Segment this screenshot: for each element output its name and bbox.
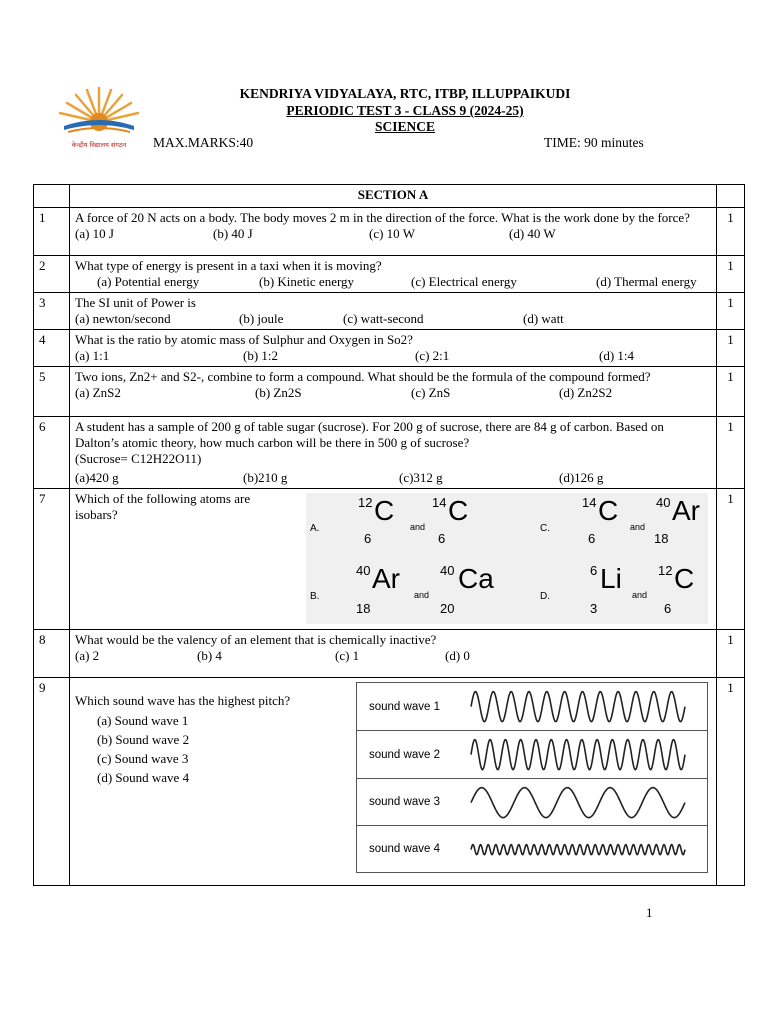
option: (b) joule <box>239 311 284 326</box>
question-body <box>70 678 717 886</box>
element-symbol: C <box>674 563 695 594</box>
options-row <box>75 226 711 242</box>
question-number: 2 <box>34 256 70 293</box>
atomic-number: 6 <box>364 531 372 546</box>
option: (d) 0 <box>445 648 470 663</box>
option: (c)312 g <box>399 470 443 485</box>
mass-number: 40 <box>656 495 671 510</box>
question-text: Two ions, Zn2+ and S2-, combine to form a compound. What should be the formula of the compound formed? <box>75 369 651 384</box>
sound-wave-label: sound wave 1 <box>369 700 440 713</box>
option: (a) newton/second <box>75 311 171 326</box>
option: (a) Potential energy <box>97 274 200 289</box>
option: (c) 10 W <box>369 226 415 241</box>
mass-number: 6 <box>590 563 598 578</box>
option: (b) Kinetic energy <box>259 274 355 289</box>
mass-number: 12 <box>658 563 673 578</box>
question-body <box>70 256 717 293</box>
question-text: What is the ratio by atomic mass of Sulphur and Oxygen in So2? <box>75 332 413 347</box>
mass-number: 14 <box>582 495 597 510</box>
option: (d) Sound wave 4 <box>97 770 190 785</box>
mass-number: 12 <box>358 495 373 510</box>
question-body <box>70 489 717 630</box>
question-number: 3 <box>34 293 70 330</box>
option: (d) Thermal energy <box>596 274 697 289</box>
option: (a) ZnS2 <box>75 385 121 400</box>
question-row <box>34 678 745 886</box>
and-text: and <box>630 522 646 532</box>
isobar-figure <box>306 493 708 624</box>
options-row <box>75 311 711 327</box>
options-row <box>75 648 711 664</box>
sound-wave-path <box>471 740 685 770</box>
option: (d) 40 W <box>509 226 556 241</box>
option: (a) 10 J <box>75 226 114 241</box>
atomic-number: 6 <box>588 531 596 546</box>
sound-wave-row <box>357 730 707 778</box>
option: (b)210 g <box>243 470 288 485</box>
question-marks: 1 <box>717 489 745 630</box>
sound-wave-row <box>357 778 707 826</box>
mass-number: 14 <box>432 495 447 510</box>
element-symbol: Ar <box>672 495 700 526</box>
question-marks: 1 <box>717 678 745 886</box>
and-text: and <box>632 590 648 600</box>
max-marks: MAX.MARKS:40 <box>153 135 254 150</box>
question-body <box>70 417 717 489</box>
option: (b) 40 J <box>213 226 253 241</box>
options-row <box>75 385 711 401</box>
option: (d) Zn2S2 <box>559 385 613 400</box>
question-marks: 1 <box>717 208 745 256</box>
mass-number: 40 <box>440 563 455 578</box>
question-number: 1 <box>34 208 70 256</box>
question-marks: 1 <box>717 417 745 489</box>
element-symbol: C <box>448 495 469 526</box>
section-title: SECTION A <box>70 185 717 208</box>
option: (a) Sound wave 1 <box>97 713 189 728</box>
question-body <box>70 293 717 330</box>
sound-wave-path <box>471 787 685 817</box>
question-row <box>34 330 745 367</box>
sound-wave-2-icon <box>469 731 691 778</box>
option: (d) watt <box>523 311 564 326</box>
and-text: and <box>414 590 430 600</box>
option: (a) 2 <box>75 648 100 663</box>
option: (c) 2:1 <box>415 348 450 363</box>
question-body <box>70 208 717 256</box>
logo-caption: केन्द्रीय विद्यालय संगठन <box>71 141 127 149</box>
question-marks: 1 <box>717 256 745 293</box>
school-logo <box>54 84 144 154</box>
question-number: 9 <box>34 678 70 886</box>
question-table <box>33 184 745 886</box>
option: (c) Electrical energy <box>411 274 517 289</box>
question-text: Which of the following atoms are isobars? <box>75 491 251 522</box>
sound-wave-label: sound wave 2 <box>369 748 440 761</box>
element-symbol: Li <box>600 563 622 594</box>
question-marks: 1 <box>717 330 745 367</box>
options-row <box>75 274 711 290</box>
option: (b) Zn2S <box>255 385 302 400</box>
question-row <box>34 293 745 330</box>
sound-wave-4-icon <box>469 826 691 873</box>
question-text: What type of energy is present in a taxi when it is moving? <box>75 258 382 273</box>
option: (d) 1:4 <box>599 348 635 363</box>
option: (b) 1:2 <box>243 348 279 363</box>
question-number: 8 <box>34 630 70 678</box>
element-symbol: C <box>374 495 395 526</box>
question-row <box>34 256 745 293</box>
atomic-number: 20 <box>440 601 455 616</box>
atomic-number: 6 <box>438 531 446 546</box>
subject-title: SCIENCE <box>374 119 436 134</box>
option: (c) Sound wave 3 <box>97 751 189 766</box>
question-number: 6 <box>34 417 70 489</box>
sound-wave-row <box>357 683 707 730</box>
school-name: KENDRIYA VIDYALAYA, RTC, ITBP, ILLUPPAIKUDI <box>239 86 571 101</box>
sound-wave-label: sound wave 4 <box>369 843 440 856</box>
sound-wave-3-icon <box>469 779 691 826</box>
question-row <box>34 417 745 489</box>
sound-wave-1-icon <box>469 683 691 730</box>
options-row <box>75 348 711 364</box>
question-text: The SI unit of Power is <box>75 295 196 310</box>
sound-wave-label: sound wave 3 <box>369 796 440 809</box>
figure-label-c: C. <box>540 523 550 534</box>
option: (a) 1:1 <box>75 348 110 363</box>
question-number: 5 <box>34 367 70 417</box>
option: (c) ZnS <box>411 385 451 400</box>
option: (c) watt-second <box>343 311 424 326</box>
question-body <box>70 367 717 417</box>
and-text: and <box>410 522 426 532</box>
sound-wave-row <box>357 825 707 873</box>
element-symbol: Ca <box>458 563 494 594</box>
question-row <box>34 489 745 630</box>
mass-number: 40 <box>356 563 371 578</box>
option: (c) 1 <box>335 648 360 663</box>
question-marks: 1 <box>717 630 745 678</box>
sound-wave-path <box>471 692 685 722</box>
option: (b) 4 <box>197 648 222 663</box>
page-number: 1 <box>646 905 653 920</box>
test-title: PERIODIC TEST 3 - CLASS 9 (2024-25) <box>286 103 524 118</box>
section-row <box>34 185 745 208</box>
figure-label-d: D. <box>540 591 550 602</box>
element-symbol: Ar <box>372 563 400 594</box>
question-number: 7 <box>34 489 70 630</box>
element-symbol: C <box>598 495 619 526</box>
question-body <box>70 330 717 367</box>
question-body <box>70 630 717 678</box>
question-text: Which sound wave has the highest pitch? <box>75 693 291 708</box>
sound-wave-path <box>471 844 685 854</box>
question-number: 4 <box>34 330 70 367</box>
question-subtext: (Sucrose= C12H22O11) <box>75 451 202 466</box>
question-row <box>34 630 745 678</box>
option: (a)420 g <box>75 470 119 485</box>
question-text: A force of 20 N acts on a body. The body moves 2 m in the direction of the force. What is the work done by the force? <box>75 210 690 225</box>
figure-label-a: A. <box>310 523 320 534</box>
atomic-number: 18 <box>654 531 669 546</box>
atomic-number: 6 <box>664 601 672 616</box>
option: (d)126 g <box>559 470 604 485</box>
question-marks: 1 <box>717 367 745 417</box>
question-row <box>34 367 745 417</box>
options-row <box>75 470 711 486</box>
question-marks: 1 <box>717 293 745 330</box>
option: (b) Sound wave 2 <box>97 732 190 747</box>
figure-label-b: B. <box>310 591 320 602</box>
sound-wave-figure <box>356 682 708 873</box>
atomic-number: 18 <box>356 601 371 616</box>
atomic-number: 3 <box>590 601 598 616</box>
question-text: What would be the valency of an element that is chemically inactive? <box>75 632 437 647</box>
question-row <box>34 208 745 256</box>
question-text: A student has a sample of 200 g of table sugar (sucrose). For 200 g of sucrose, there are 84 g of carbon. Based on Dalton’s atomic theory, how much carbon will be there in 500 g of sucrose? <box>75 419 664 450</box>
time-allowed: TIME: 90 minutes <box>544 135 644 150</box>
